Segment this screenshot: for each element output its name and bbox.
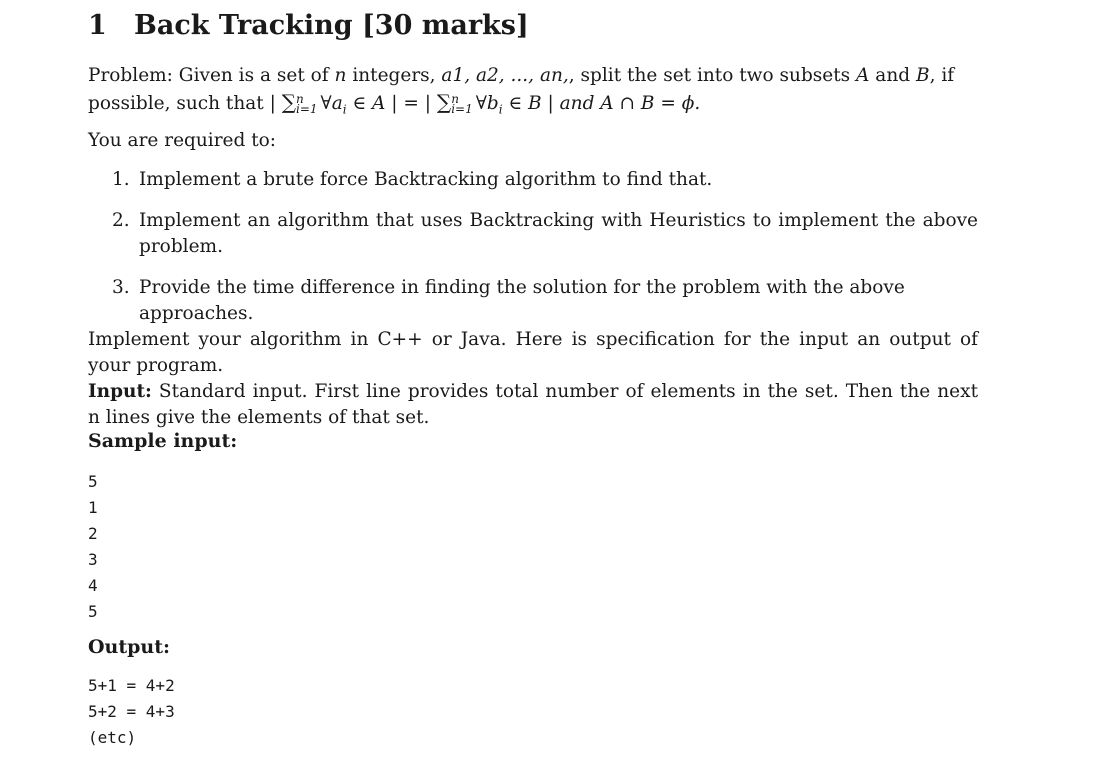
list-item [112,167,978,193]
code-line: 3 [88,550,98,569]
implement-paragraph: Implement your algorithm in C++ or Java. Here is specification for the input an output of your program. [88,329,978,376]
input-label: Input: [88,381,152,402]
sum-limits [451,94,473,114]
sum-symbol: ∑ [281,90,297,114]
math-B: B [915,65,930,86]
list-item-text: Implement a brute force Backtracking algorithm to find that. [139,169,713,190]
math-sub-i: i [498,102,503,117]
list-item-number: 1. [112,169,130,190]
input-spec-text: Standard input. First line provides total number of elements in the set. Then the next n lines give the elements of that set. [88,381,978,428]
code-line: 4 [88,576,98,595]
problem-text: , split the set into two subsets [568,65,857,86]
sample-output-block [88,673,175,751]
math-sequence: a1, a2, ..., an, [441,65,569,86]
code-line: 1 [88,498,98,517]
math-sub-i: i [342,102,347,117]
sum-symbol: ∑ [436,90,452,114]
math-n: n [334,65,347,86]
list-item-text: Implement an algorithm that uses Backtracking with Heuristics to implement the above problem. [139,210,978,257]
sample-input-label: Sample input: [88,430,238,452]
sum-upper: n [451,92,459,106]
math-in-B: ∈ B | and A ∩ B = ϕ. [502,93,701,114]
code-line: 5 [88,602,98,621]
code-line: (etc) [88,728,137,747]
code-line: 5+1 = 4+2 [88,676,175,695]
sum-upper: n [296,92,304,106]
code-line: 2 [88,524,98,543]
problem-text: , if [929,65,955,86]
sum-lower: i=1 [451,102,473,116]
problem-line-1 [88,63,978,89]
math-forall-a: ∀a [320,93,343,114]
input-spec [88,379,978,431]
list-item [112,208,978,260]
problem-text: and [869,65,916,86]
problem-text: integers, [346,65,442,86]
sample-input-block [88,469,98,625]
math-A: A [856,65,870,86]
list-item [112,275,978,327]
sum-lower: i=1 [296,102,318,116]
sum-limits [296,94,318,114]
list-item-text: Provide the time difference in finding the solution for the problem with the above approaches. [139,277,905,324]
math-forall-b: ∀b [475,93,499,114]
code-line: 5+2 = 4+3 [88,702,175,721]
section-title-text: Back Tracking [30 marks] [134,10,529,41]
math-in-A: ∈ A | = | [346,93,437,114]
code-line: 5 [88,472,98,491]
required-intro: You are required to: [88,130,277,151]
problem-text: possible, such that | [88,93,282,114]
problem-line-2 [88,89,978,123]
list-item-number: 2. [112,210,130,231]
section-number: 1 [88,10,107,41]
problem-text: Problem: Given is a set of [88,65,335,86]
task-list [112,167,978,327]
section-title [88,10,529,41]
problem-statement [88,63,978,123]
output-label: Output: [88,636,171,658]
list-item-number: 3. [112,277,130,298]
